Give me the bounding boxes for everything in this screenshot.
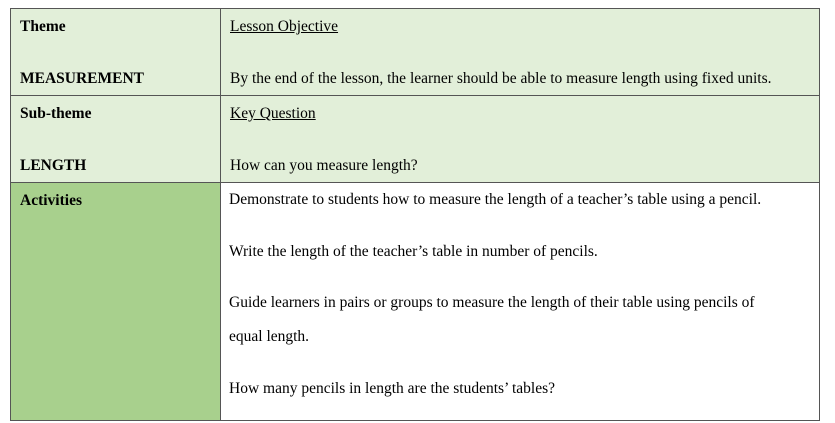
theme-value: MEASUREMENT [20,70,145,87]
activity-item: equal length. [229,328,310,345]
activities-label-cell [11,183,221,421]
activity-item: Demonstrate to students how to measure the length of a teacher’s table using a pencil. [229,191,762,208]
theme-label: Theme [20,18,66,35]
subtheme-value: LENGTH [20,157,87,174]
subtheme-cell [11,96,221,183]
theme-cell [11,9,221,96]
activity-item: How many pencils in length are the students’ tables? [229,380,555,397]
key-question-label: Key Question [230,105,316,122]
activity-item: Guide learners in pairs or groups to measure the length of their table using pencils of [229,294,755,311]
lesson-table [10,8,820,421]
key-question-cell [221,96,820,183]
subtheme-label: Sub-theme [20,105,92,122]
activity-item: Write the length of the teacher’s table in number of pencils. [229,243,598,260]
key-question-value: How can you measure length? [230,157,418,174]
objective-label: Lesson Objective [230,18,339,35]
objective-cell [221,9,820,96]
activities-label: Activities [20,192,82,209]
objective-value: By the end of the lesson, the learner should be able to measure length using fixed units. [230,70,772,87]
